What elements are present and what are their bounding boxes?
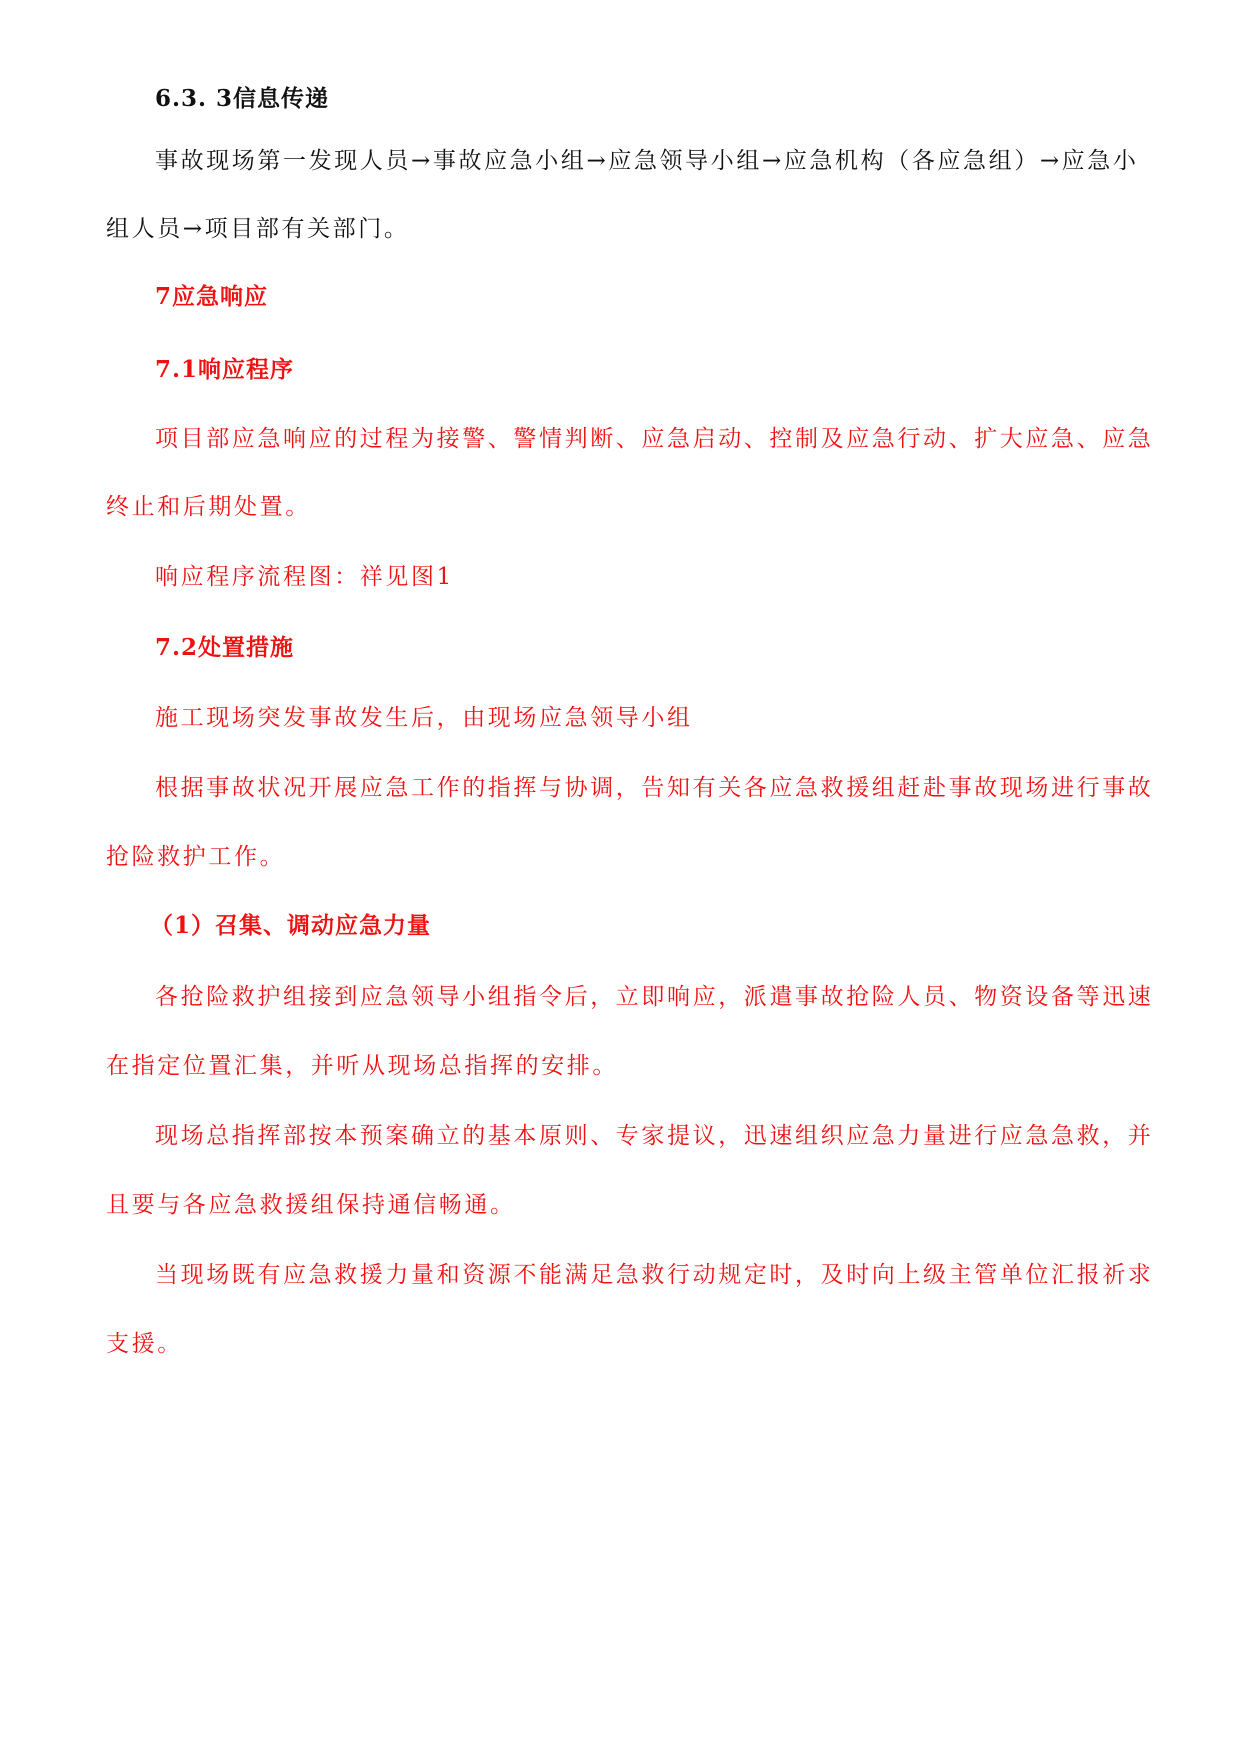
paragraph-support-line1: 当现场既有应急救援力量和资源不能满足急救行动规定时，及时向上级主管单位汇报祈求 <box>155 1262 1154 1288</box>
heading-6-3-3: 6.3. 3信息传递 <box>155 85 330 112</box>
paragraph-assemble-line1: 各抢险救护组接到应急领导小组指令后，立即响应，派遣事故抢险人员、物资设备等迅速 <box>155 984 1154 1010</box>
heading-7: 7应急响应 <box>155 283 269 310</box>
paragraph-measures-line1: 根据事故状况开展应急工作的指挥与协调，告知有关各应急救援组赶赴事故现场进行事故 <box>155 775 1154 801</box>
paragraph-response-process-line2: 终止和后期处置。 <box>106 494 311 520</box>
paragraph-info-transfer-line1: 事故现场第一发现人员→事故应急小组→应急领导小组→应急机构（各应急组）→应急小 <box>155 148 1139 174</box>
paragraph-command-line2: 且要与各应急救援组保持通信畅通。 <box>106 1192 516 1218</box>
flowchart-reference: 响应程序流程图：祥见图1 <box>155 564 454 590</box>
paragraph-measures-line2: 抢险救护工作。 <box>106 844 286 870</box>
paragraph-command-line1: 现场总指挥部按本预案确立的基本原则、专家提议，迅速组织应急力量进行应急急救，并 <box>155 1123 1154 1149</box>
paragraph-info-transfer-line2: 组人员→项目部有关部门。 <box>106 216 410 242</box>
paragraph-assemble-line2: 在指定位置汇集，并听从现场总指挥的安排。 <box>106 1053 618 1079</box>
paragraph-measures-intro: 施工现场突发事故发生后，由现场应急领导小组 <box>155 705 693 731</box>
subheading-assemble-forces: （1）召集、调动应急力量 <box>150 912 432 939</box>
heading-7-2: 7.2处置措施 <box>155 634 295 661</box>
paragraph-response-process-line1: 项目部应急响应的过程为接警、警情判断、应急启动、控制及应急行动、扩大应急、应急 <box>155 426 1154 452</box>
paragraph-support-line2: 支援。 <box>106 1331 183 1357</box>
heading-7-1: 7.1响应程序 <box>155 356 295 383</box>
